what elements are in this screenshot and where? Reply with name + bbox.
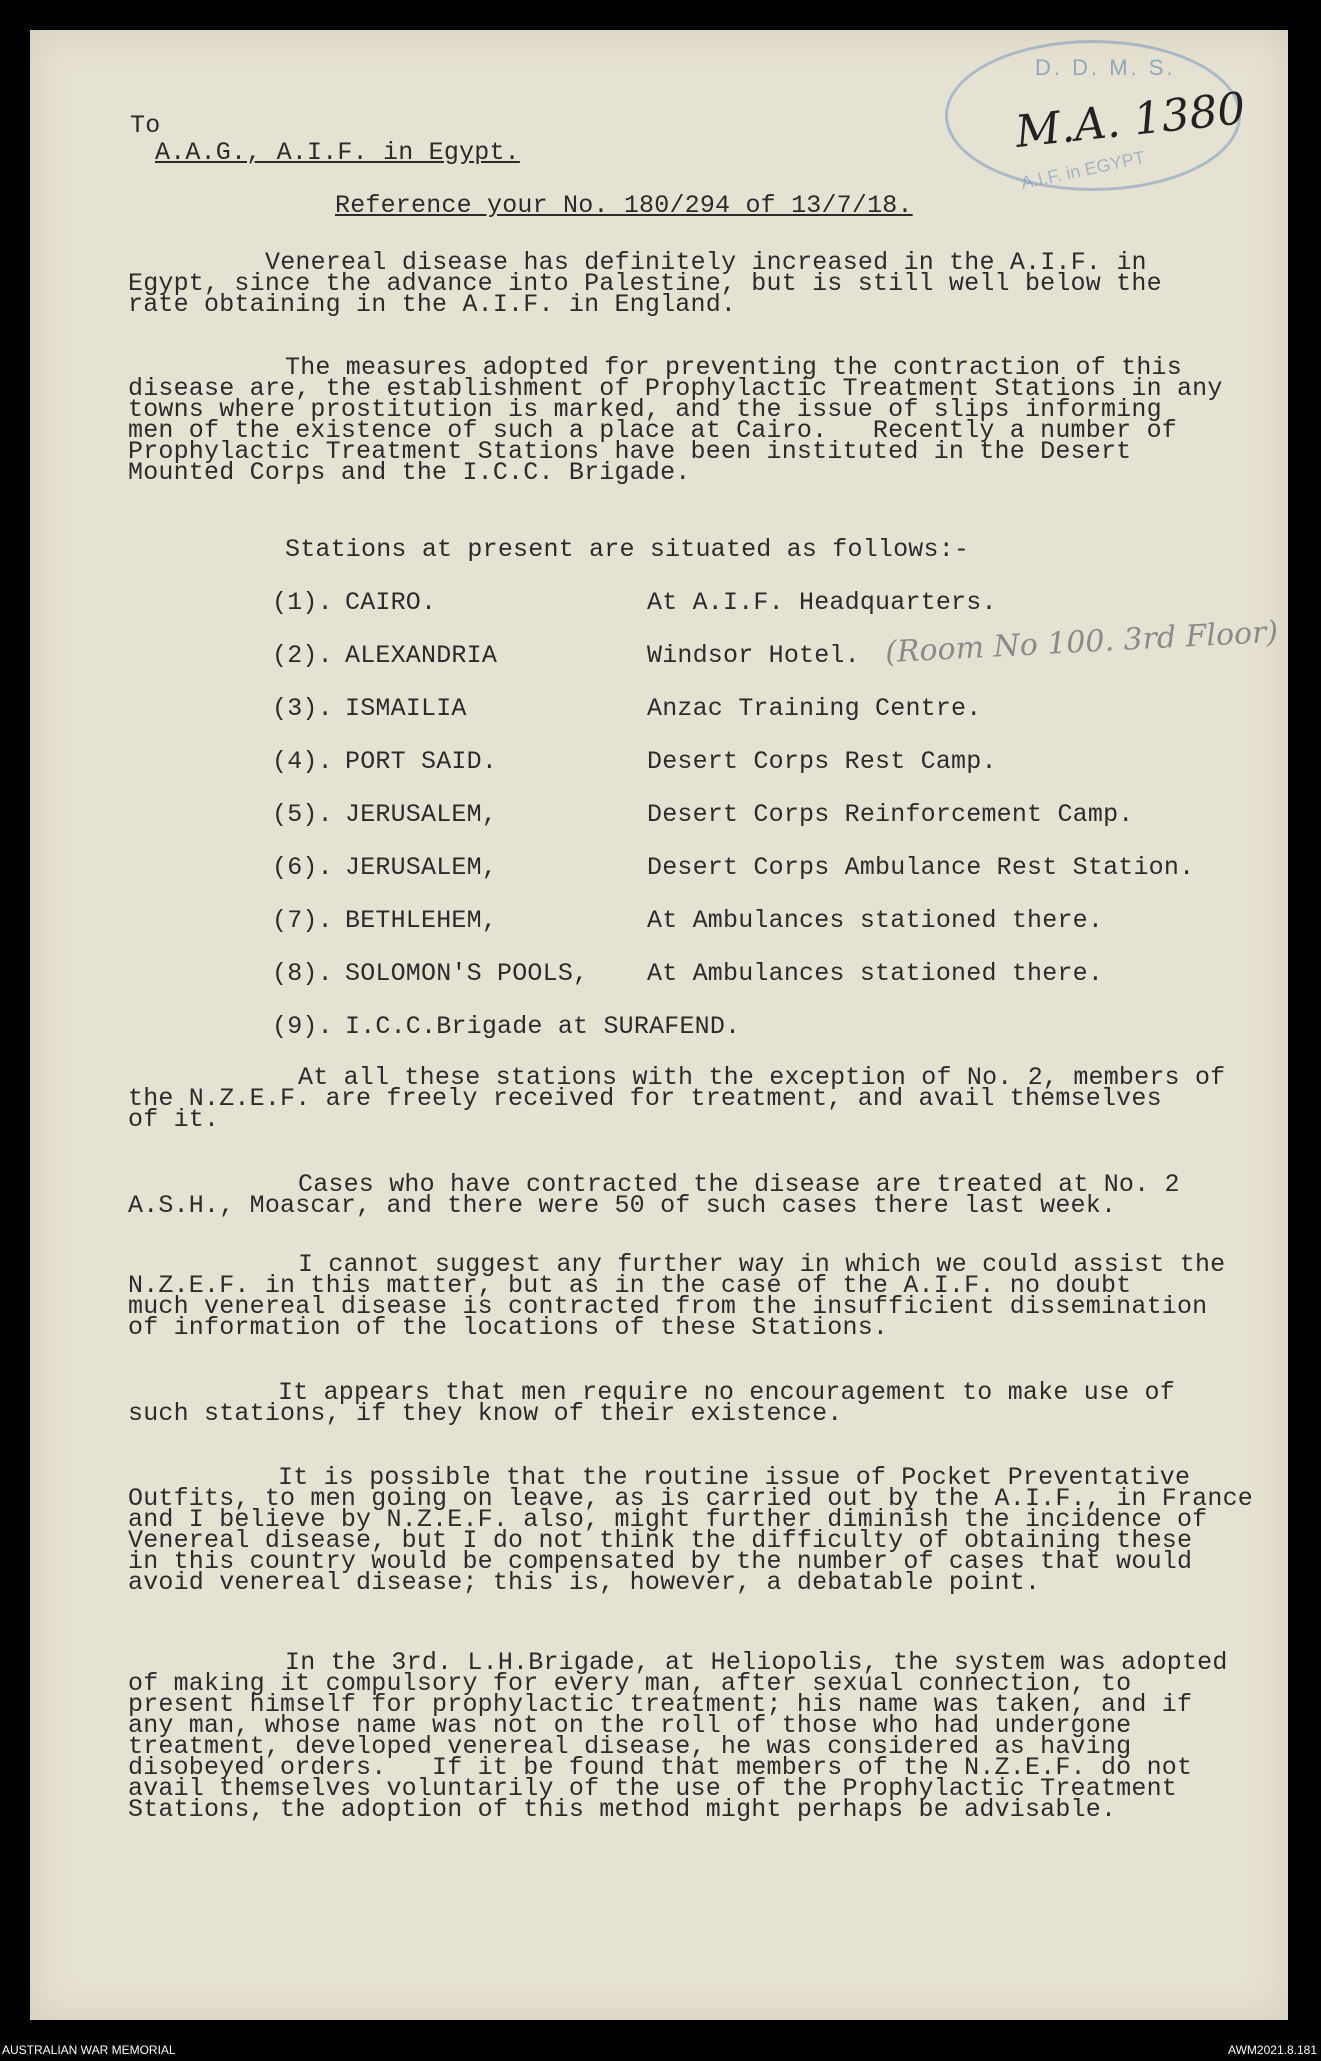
text-line: disease are, the establishment of Prophylactic Treatment Stations in any bbox=[128, 374, 1223, 403]
text-line: avoid venereal disease; this is, however, a debatable point. bbox=[128, 1568, 1041, 1597]
station-place: ISMAILIA bbox=[345, 694, 467, 723]
station-location: Desert Corps Reinforcement Camp. bbox=[647, 800, 1134, 829]
text-line: Venereal disease has definitely increased in the A.I.F. in bbox=[265, 248, 1147, 277]
footer-right: AWM2021.8.181 bbox=[1228, 2043, 1317, 2057]
station-location: Anzac Training Centre. bbox=[647, 694, 982, 723]
stations-intro: Stations at present are situated as follows:- bbox=[285, 535, 970, 564]
station-location: At A.I.F. Headquarters. bbox=[647, 588, 997, 617]
text-line: the N.Z.E.F. are freely received for treatment, and avail themselves bbox=[128, 1084, 1162, 1113]
station-num: (5). bbox=[272, 800, 333, 829]
stamp-bottom-text: A.I.F. in EGYPT bbox=[1019, 147, 1147, 193]
station-num: (2). bbox=[272, 641, 333, 670]
text-line: Outfits, to men going on leave, as is carried out by the A.I.F., in France bbox=[128, 1484, 1253, 1513]
text-line: of making it compulsory for every man, after sexual connection, to bbox=[128, 1669, 1132, 1698]
text-line: avail themselves voluntarily of the use of the Prophylactic Treatment bbox=[128, 1774, 1177, 1803]
station-place: SOLOMON'S POOLS, bbox=[345, 959, 589, 988]
station-num: (9). bbox=[272, 1012, 333, 1041]
station-num: (3). bbox=[272, 694, 333, 723]
station-place: JERUSALEM, bbox=[345, 800, 498, 829]
addressee: A.A.G., A.I.F. in Egypt. bbox=[155, 138, 520, 167]
station-place: PORT SAID. bbox=[345, 747, 498, 776]
station-num: (4). bbox=[272, 747, 333, 776]
footer-left: AUSTRALIAN WAR MEMORIAL bbox=[2, 2043, 176, 2057]
handwritten-note: (Room No 100. 3rd Floor) bbox=[884, 614, 1279, 671]
station-place: ALEXANDRIA bbox=[345, 641, 498, 670]
station-place: CAIRO. bbox=[345, 588, 437, 617]
text-line: men of the existence of such a place at Cairo. Recently a number of bbox=[128, 416, 1177, 445]
text-line: Cases who have contracted the disease are treated at No. 2 bbox=[298, 1170, 1180, 1199]
text-line: Egypt, since the advance into Palestine, but is still well below the bbox=[128, 269, 1162, 298]
station-num: (8). bbox=[272, 959, 333, 988]
text-line: Stations, the adoption of this method might perhaps be advisable. bbox=[128, 1795, 1117, 1824]
text-line: The measures adopted for preventing the contraction of this bbox=[285, 353, 1182, 382]
station-place: BETHLEHEM, bbox=[345, 906, 498, 935]
text-line: and I believe by N.Z.E.F. also, might further diminish the incidence of bbox=[128, 1505, 1208, 1534]
text-line: present himself for prophylactic treatment; his name was taken, and if bbox=[128, 1690, 1193, 1719]
station-location: At Ambulances stationed there. bbox=[647, 959, 1104, 988]
text-line: A.S.H., Moascar, and there were 50 of such cases there last week. bbox=[128, 1191, 1117, 1220]
station-num: (6). bbox=[272, 853, 333, 882]
text-line: N.Z.E.F. in this matter, but as in the case of the A.I.F. no doubt bbox=[128, 1271, 1132, 1300]
text-line: such stations, if they know of their existence. bbox=[128, 1399, 843, 1428]
to-label: To bbox=[130, 111, 161, 140]
station-num: (7). bbox=[272, 906, 333, 935]
station-num: (1). bbox=[272, 588, 333, 617]
station-place: I.C.C.Brigade at SURAFEND. bbox=[345, 1012, 741, 1041]
station-location: Windsor Hotel. bbox=[647, 641, 860, 670]
text-line: Prophylactic Treatment Stations have been instituted in the Desert bbox=[128, 437, 1132, 466]
text-line: In the 3rd. L.H.Brigade, at Heliopolis, the system was adopted bbox=[285, 1648, 1228, 1677]
text-line: any man, whose name was not on the roll of those who had undergone bbox=[128, 1711, 1132, 1740]
text-line: It appears that men require no encouragement to make use of bbox=[278, 1378, 1175, 1407]
text-line: in this country would be compensated by the number of cases that would bbox=[128, 1547, 1193, 1576]
text-line: Mounted Corps and the I.C.C. Brigade. bbox=[128, 458, 691, 487]
station-location: Desert Corps Ambulance Rest Station. bbox=[647, 853, 1195, 882]
station-location: At Ambulances stationed there. bbox=[647, 906, 1104, 935]
stamp-top-text: D. D. M. S. bbox=[1035, 55, 1176, 80]
text-line: At all these stations with the exception of No. 2, members of bbox=[298, 1063, 1226, 1092]
station-location: Desert Corps Rest Camp. bbox=[647, 747, 997, 776]
text-line: Venereal disease, but I do not think the difficulty of obtaining these bbox=[128, 1526, 1193, 1555]
text-line: rate obtaining in the A.I.F. in England. bbox=[128, 290, 737, 319]
text-line: towns where prostitution is marked, and the issue of slips informing bbox=[128, 395, 1162, 424]
reference-line: Reference your No. 180/294 of 13/7/18. bbox=[335, 191, 913, 220]
handwritten-reference: M.A. 1380 bbox=[1012, 83, 1248, 158]
text-line: It is possible that the routine issue of Pocket Preventative bbox=[278, 1463, 1191, 1492]
text-line: of information of the locations of these Stations. bbox=[128, 1313, 889, 1342]
text-line: treatment, developed venereal disease, he was considered as having bbox=[128, 1732, 1132, 1761]
text-line: disobeyed orders. If it be found that members of the N.Z.E.F. do not bbox=[128, 1753, 1193, 1782]
text-line: of it. bbox=[128, 1105, 220, 1134]
text-line: I cannot suggest any further way in which we could assist the bbox=[298, 1250, 1226, 1279]
text-line: much venereal disease is contracted from the insufficient dissemination bbox=[128, 1292, 1208, 1321]
station-place: JERUSALEM, bbox=[345, 853, 498, 882]
